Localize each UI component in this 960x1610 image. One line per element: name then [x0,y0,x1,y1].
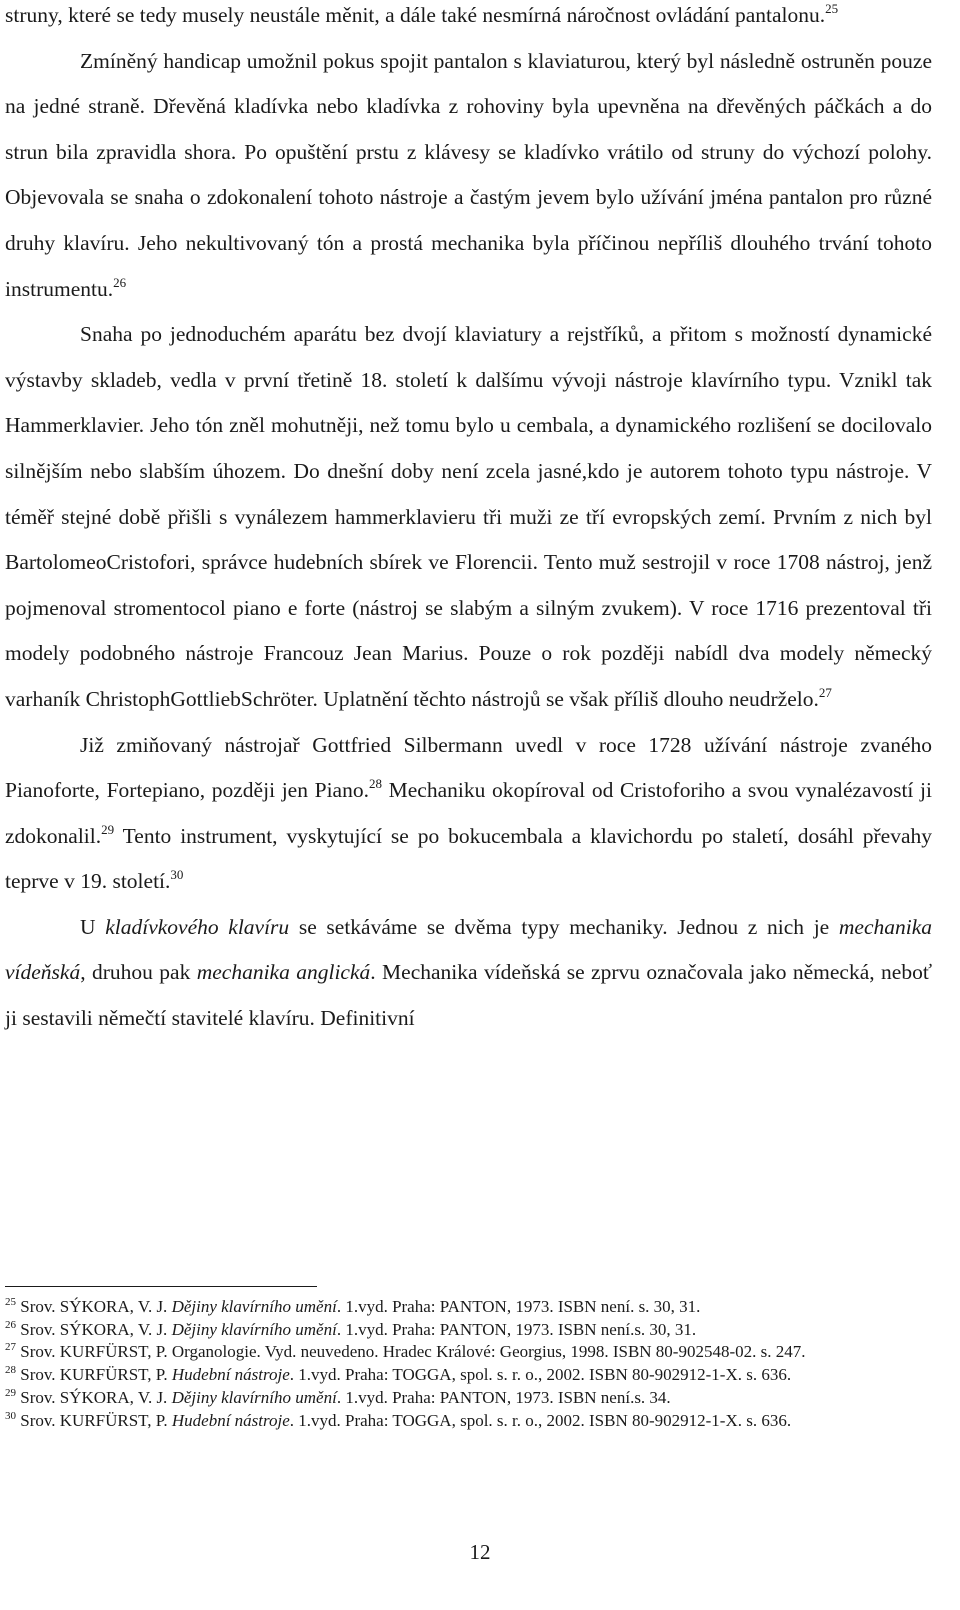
body-text [5,0,932,1042]
emphasis-term: mechanika vídeňská [5,914,933,985]
paragraph-1: struny, které se tedy musely neustále měnit, a dále také nesmírná náročnost ovládání pantalonu.$^{25}$ [5,1,839,27]
paragraph-5: U kladívkového klavíru se setkáváme se dvěma typy mechaniky. Jednou z nich je mechanika vídeňská, druhou pak mechanika anglická. Mechanika vídeňská se zprvu označovala jako německá, neboť ji sestavili němečtí stavitelé klavíru. Definitivní [5,914,933,1031]
footnotes [5,1296,932,1432]
footnote-separator [5,1286,317,1287]
footnote-ref-29: 29 [101,821,115,837]
footnote-27: $^{27}$ Srov. KURFÜRST, P. Organologie. Vyd. neuvedeno. Hradec Králové: Georgius, 1998. ISBN 80-902548-02. s. 247. [5,1341,806,1362]
footnote-ref-26: 26 [113,274,127,290]
footnote-28: $^{28}$ Srov. KURFÜRST, P. Hudební nástroje. 1.vyd. Praha: TOGGA, spol. s. r. o., 2002. ISBN 80-902912-1-X. s. 636. [5,1364,792,1385]
footnote-ref-28: 28 [368,776,382,792]
footnote-29: $^{29}$ Srov. SÝKORA, V. J. Dějiny klavírního umění. 1.vyd. Praha: PANTON, 1973. ISBN není.s. 34. [5,1386,671,1407]
paragraph-4: Již zmiňovaný nástrojař Gottfried Silbermann uvedl v roce 1728 užívání nástroje zvaného Pianoforte, Fortepiano, později jen Piano.$^{28}$ Mechaniku okopíroval od Cristoforiho a svou vynalézavostí ji zdokonalil.$^{29}$ Tento instrument, vyskytující se po bokucembala a klavichordu po staletí, dosáhl převahy teprve v 19. století.$^{30}$ [5,732,933,894]
footnote-ref-30: 30 [170,867,184,883]
footnote-ref-25: 25 [825,1,839,16]
footnote-30: $^{30}$ Srov. KURFÜRST, P. Hudební nástroje. 1.vyd. Praha: TOGGA, spol. s. r. o., 2002. ISBN 80-902912-1-X. s. 636. [5,1409,792,1430]
emphasis-term: kladívkového klavíru [105,914,290,939]
footnote-26: $^{26}$ Srov. SÝKORA, V. J. Dějiny klavírního umění. 1.vyd. Praha: PANTON, 1973. ISBN není.s. 30, 31. [5,1318,697,1339]
paragraph-2: Zmíněný handicap umožnil pokus spojit pantalon s klaviaturou, který byl následně ostruněn pouze na jedné straně. Dřevěná kladívka nebo kladívka z rohoviny byla upevněna na dřevěných páčkách a do strun bila zpravidla shora. Po opuštění prstu z klávesy se kladívko vrátilo od struny do výchozí polohy. Objevovala se snaha o zdokonalení tohoto nástroje a častým jevem bylo užívání jména pantalon pro různé druhy klavíru. Jeho nekultivovaný tón a prostá mechanika byla příčinou nepříliš dlouhého trvání tohoto instrumentu.$^{26}$ [5,48,932,301]
footnote-ref-27: 27 [818,684,832,700]
footnote-25: $^{25}$ Srov. SÝKORA, V. J. Dějiny klavírního umění. 1.vyd. Praha: PANTON, 1973. ISBN není. s. 30, 31. [5,1296,701,1316]
paragraph-3: Snaha po jednoduchém aparátu bez dvojí klaviatury a rejstříků, a přitom s možností dynamické výstavby skladeb, vedla v první třetině 18. století k dalšímu vývoji nástroje klavírního typu. Vznikl tak Hammerklavier. Jeho tón zněl mohutněji, než tomu bylo u cembala, a dynamického rozlišení se docilovalo silnějším nebo slabším úhozem. Do dnešní doby není zcela jasné,kdo je autorem tohoto typu nástroje. V téměř stejné době přišli s vynálezem hammerklavieru tři muži ze tří evropských zemí. Prvním z nich byl BartolomeoCristofori, správce hudebních sbírek ve Florencii. Tento muž sestrojil v roce 1708 nástroj, jenž pojmenoval stromentocol piano e forte (nástroj se slabým a silným zvukem). V roce 1716 prezentoval tři modely podobného nástroje Francouz Jean Marius. Pouze o rok později nabídl dva modely německý varhaník ChristophGottliebSchröter. Uplatnění těchto nástrojů se však příliš dlouho neudrželo.$^{27}$ [5,322,932,711]
emphasis-term: mechanika anglická [196,960,371,985]
page-number: 12 [469,1540,491,1564]
